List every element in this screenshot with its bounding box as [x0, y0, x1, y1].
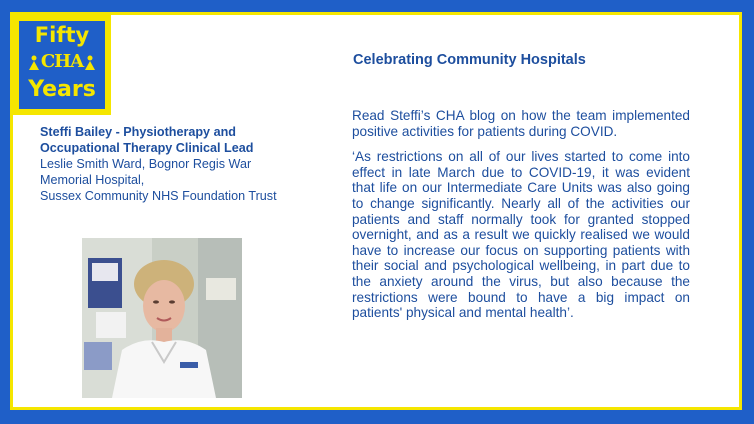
person-name: Steffi Bailey - Physiotherapy and Occupational Therapy Clinical Lead — [40, 125, 254, 155]
logo-badge — [17, 19, 107, 111]
fifty-years-cha-logo — [13, 15, 111, 115]
person-ward: Leslie Smith Ward, Bognor Regis War Memorial Hospital, — [40, 157, 252, 187]
staff-photo — [82, 238, 242, 398]
logo-text-bottom: Years — [28, 77, 96, 102]
person-trust: Sussex Community NHS Foundation Trust — [40, 189, 277, 203]
person-info — [40, 124, 300, 204]
portrait-illustration — [82, 238, 242, 398]
logo-text-middle: CHA — [40, 51, 84, 72]
figure-icon — [83, 55, 97, 71]
blog-quote: ‘As restrictions on all of our lives started to come into effect in late March due to COVID-19, it was evident that life on our Intermediate Care Units was also going to change significantly. Nearly all of the activities our patients and staff normally took for granted stopped overnight, and as a result we quickly realised we would have to increase our focus on supporting patients with their social and psychological wellbeing, in part due to the anxiety around the virus, but also because the restrictions were bound to have a big impact on patients' physical and mental health’. — [352, 149, 690, 321]
blog-intro: Read Steffi’s CHA blog on how the team implemented positive activities for patients during COVID. — [352, 108, 690, 139]
logo-text-top: Fifty — [34, 23, 90, 47]
blog-summary — [352, 108, 690, 331]
slide-title: Celebrating Community Hospitals — [353, 52, 586, 68]
